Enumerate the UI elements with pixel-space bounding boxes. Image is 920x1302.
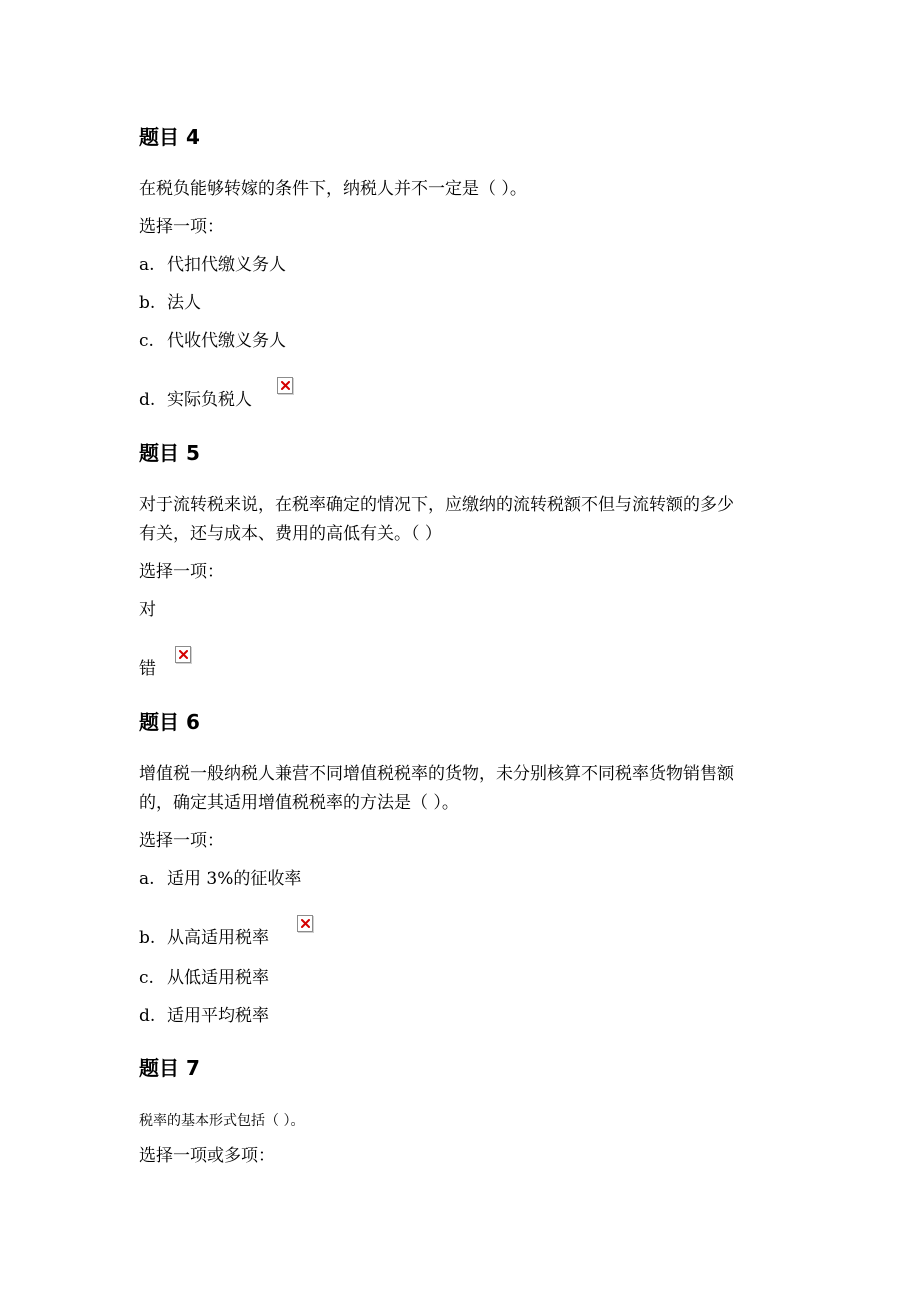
- question-6-option-c[interactable]: [139, 967, 269, 989]
- option-text: 从低适用税率: [167, 968, 269, 988]
- option-letter: d.: [139, 1006, 156, 1026]
- question-6-heading: 题目 6: [139, 710, 200, 734]
- question-7-instruction: 选择一项或多项：: [139, 1146, 275, 1166]
- question-5-instruction: 选择一项：: [139, 562, 224, 582]
- option-letter: d.: [139, 390, 156, 410]
- question-4-heading: 题目 4: [139, 125, 200, 149]
- question-6-instruction: 选择一项：: [139, 831, 224, 851]
- question-4-option-c[interactable]: [139, 330, 286, 352]
- option-letter: b.: [139, 928, 156, 948]
- option-letter: a.: [139, 869, 155, 889]
- question-5-option-true[interactable]: 对: [139, 600, 156, 620]
- question-6-prompt-line-1: 增值税一般纳税人兼营不同增值税税率的货物，未分别核算不同税率货物销售额: [139, 764, 734, 784]
- option-text: 从高适用税率: [167, 928, 269, 948]
- option-text: 代收代缴义务人: [167, 331, 286, 351]
- question-4-option-d[interactable]: [139, 389, 252, 411]
- option-text: 代扣代缴义务人: [167, 255, 286, 275]
- question-4-instruction: 选择一项：: [139, 217, 224, 237]
- question-7-prompt: 税率的基本形式包括（ ）。: [139, 1113, 305, 1129]
- question-6-prompt-line-2: 的，确定其适用增值税税率的方法是（ ）。: [139, 793, 459, 813]
- option-text: 适用平均税率: [167, 1006, 269, 1026]
- broken-image-icon: [297, 915, 313, 932]
- broken-image-icon: [175, 646, 191, 663]
- question-4-option-a[interactable]: [139, 254, 286, 276]
- option-text: 法人: [167, 293, 201, 313]
- option-letter: c.: [139, 968, 154, 988]
- option-letter: b.: [139, 293, 156, 313]
- question-6-option-d[interactable]: [139, 1005, 269, 1027]
- question-4-option-b[interactable]: [139, 292, 201, 314]
- option-letter: a.: [139, 255, 155, 275]
- option-text: 适用 3%的征收率: [167, 869, 302, 889]
- broken-image-icon: [277, 377, 293, 394]
- question-5-heading: 题目 5: [139, 441, 200, 465]
- question-7-heading: 题目 7: [139, 1056, 200, 1080]
- option-letter: c.: [139, 331, 154, 351]
- question-6-option-a[interactable]: [139, 868, 301, 890]
- question-6-option-b[interactable]: [139, 927, 269, 949]
- option-text: 实际负税人: [167, 390, 252, 410]
- question-5-option-false[interactable]: 错: [139, 659, 156, 679]
- question-5-prompt-line-2: 有关，还与成本、费用的高低有关。（ ）: [139, 524, 442, 544]
- question-5-prompt-line-1: 对于流转税来说，在税率确定的情况下，应缴纳的流转税额不但与流转额的多少: [139, 495, 734, 515]
- question-4-prompt: 在税负能够转嫁的条件下，纳税人并不一定是（ ）。: [139, 179, 527, 199]
